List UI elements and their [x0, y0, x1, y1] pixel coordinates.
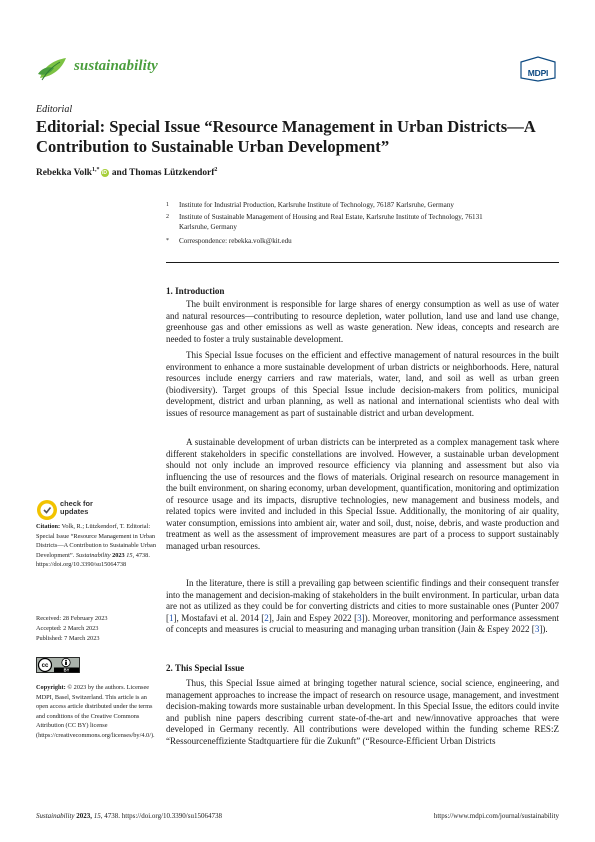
body-paragraph: A sustainable development of urban districts can be interpreted as a complex management task where different stakeholders in specific constellations are involved. However, a sustainable urban development should not only include an improved resource efficiency via planning and assessment but also via influencing the use of resources and the flows of materials. Original research on resource management in the built environment, on sharing economy, urban development, quantification, monitoring and optimization of resource usage and its impacts, disruptive technologies, new management and business models, and related topics were invited and included in this Special Issue. Additionally, the monitoring of air quality, water consumption, emissions into ambient air, water and soil, dust, noise, debris, and waste production and treatment as well as the assessment of improvement measures are part of a process to support sustainably managed urban resources. — [166, 437, 559, 551]
copyright-block — [36, 683, 156, 741]
citation-volume: 15, — [126, 551, 135, 559]
body-paragraph: This Special Issue focuses on the efficient and effective management of natural resources in the built environment to enhance a more sustainable development of urban districts or neighborhoods. Here, natural resources include energy carriers and raw materials, water, land, and soil as well as urban green (biodiversity). Target groups of this Special Issue include decision-makers from politics, municipal development, district and urban planning, as well as national and international scientists who deal with issues of resource management as part of sustainable district and urban development. — [166, 350, 559, 418]
affiliation-text: Institute of Sustainable Management of Housing and Real Estate, Karlsruhe Institute of Technology, 76131 Karlsruhe, Germany — [179, 213, 483, 231]
citation-link[interactable]: 3 — [534, 624, 540, 635]
orcid-icon[interactable]: iD — [102, 169, 108, 176]
text-run: ]). — [539, 624, 548, 635]
section-heading: 2. This Special Issue — [166, 663, 245, 673]
body-paragraph: Thus, this Special Issue aimed at bringing together natural science, social science, engineering, and management approaches to increase the impact of research on resource usage, management, and investment decision-making towards more sustainable urban development. In this Special Issue, the editors could invite and publish nine papers describing current state-of-the-art and new/innovative approaches that were developed in Germany recently. All contributions were developed within the funding scheme RES:Z “Ressourceneffiziente Stadtquartiere für die Zukunft” (“Resource-Efficient Urban Districts — [166, 678, 559, 746]
citation-block — [36, 522, 156, 570]
mdpi-logo[interactable] — [517, 56, 559, 82]
affiliation-mark: 2 — [166, 214, 169, 220]
mdpi-wordmark: MDPI — [527, 68, 549, 78]
section-heading: 1. Introduction — [166, 286, 225, 296]
article-title: Editorial: Special Issue “Resource Management in Urban Districts—A Contribution to Sustainable Urban Development” — [36, 117, 535, 156]
citation-link[interactable]: 3 — [357, 612, 362, 623]
text-run: ], Jain and Espey 2022 [ — [268, 612, 358, 623]
text-run: In the literature, there is still a prevailing gap between scientific findings and their consequent transfer into the management and decision-making of stakeholders in the built environment. In particular, urban data are not as utilized as they could be for converting districts and cities to more sustainable ones (Punter 2007 [ — [166, 578, 559, 623]
citation-journal: Sustainability — [75, 551, 111, 559]
author-name[interactable]: Thomas Lützkendorf — [129, 168, 215, 179]
citation-link[interactable]: 2 — [264, 612, 269, 623]
header-divider — [166, 262, 559, 263]
author-joiner: and — [111, 168, 127, 179]
published-date: Published: 7 March 2023 — [36, 635, 100, 642]
footer-year: 2023, — [76, 812, 92, 820]
body-paragraph — [166, 578, 559, 636]
citation-doi[interactable]: 4738. https://doi.org/10.3390/su15064738 — [36, 551, 150, 569]
check-for-updates-icon[interactable] — [36, 499, 58, 521]
correspondence-text[interactable]: Correspondence: rebekka.volk@kit.edu — [179, 237, 292, 245]
article-type: Editorial — [36, 104, 73, 115]
affiliation-mark: 1 — [166, 202, 169, 208]
citation-text: Volk, R.; Lützkendorf, T. Editorial: Special Issue “Resource Management in Urban Districts—A Contribution to Sustainable Urban Development”. — [36, 523, 156, 559]
cc-by-license-icon[interactable] — [36, 657, 80, 673]
footer-citation — [36, 812, 222, 820]
affiliation-mark: * — [166, 238, 169, 244]
journal-name[interactable]: sustainability — [74, 58, 158, 74]
check-for-updates-label[interactable] — [60, 500, 93, 517]
cc-label: cc — [41, 663, 49, 670]
text-run: ]). Moreover, monitoring and performance assessment of concepts and measures is crucial to measuring and managing urban transition (Jain & Espey 2022 [ — [166, 612, 559, 635]
received-date: Received: 28 February 2023 — [36, 615, 108, 622]
copyright-text: © 2023 by the authors. Licensee MDPI, Basel, Switzerland. This article is an open access article distributed under the terms and conditions of the Creative Commons Attribution (CC BY) license (https://creativecommons.org/licenses/by/4.0/). — [36, 684, 155, 739]
citation-year: 2023 — [112, 551, 125, 559]
citation-label: Citation: — [36, 523, 61, 530]
author-affiliation-marks: 1,* — [92, 167, 100, 173]
journal-leaf-logo-icon — [36, 52, 70, 84]
author-list — [36, 167, 217, 178]
footer-journal: Sustainability — [36, 812, 75, 820]
author-affiliation-marks: 2 — [214, 167, 218, 173]
citation-link[interactable]: 1 — [169, 612, 174, 623]
footer-volume: 15, — [93, 812, 103, 820]
check-line-1: check for — [60, 499, 93, 508]
check-line-2: updates — [60, 507, 89, 517]
accepted-date: Accepted: 2 March 2023 — [36, 625, 99, 632]
footer-doi[interactable]: 4738. https://doi.org/10.3390/su15064738 — [104, 812, 222, 820]
body-paragraph: The built environment is responsible for large shares of energy consumption as well as use of water and natural resources—contributing to resource depletion, water pollution, land use and land use change, greenhouse gas and other emissions as well as waste generation. New ideas, concepts and research are needed to foster a truly sustainable development. — [166, 299, 559, 344]
footer-journal-url[interactable]: https://www.mdpi.com/journal/sustainability — [433, 812, 559, 820]
author-name[interactable]: Rebekka Volk — [36, 168, 93, 179]
by-label: BY — [63, 667, 70, 673]
copyright-label: Copyright: — [36, 684, 66, 691]
text-run: ], Mostafavi et al. 2014 [ — [173, 612, 265, 623]
affiliation-text: Institute for Industrial Production, Karlsruhe Institute of Technology, 76187 Karlsruhe, Germany — [179, 201, 454, 209]
